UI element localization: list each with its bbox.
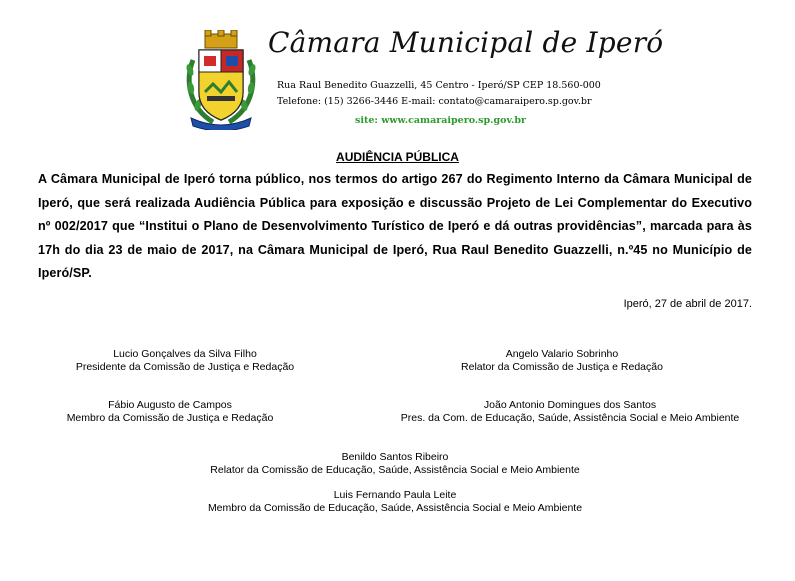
signatory-role: Pres. da Com. de Educação, Saúde, Assistência Social e Meio Ambiente	[400, 412, 740, 424]
signatory-role: Membro da Comissão de Educação, Saúde, Assistência Social e Meio Ambiente	[207, 502, 583, 514]
signature-block	[412, 348, 712, 374]
signatory-name: Luis Fernando Paula Leite	[333, 489, 457, 501]
address-line: Rua Raul Benedito Guazzelli, 45 Centro - Iperó/SP CEP 18.560-000	[277, 80, 601, 91]
page-title: Câmara Municipal de Iperó	[268, 26, 664, 59]
signatory-name: João Antonio Domingues dos Santos	[483, 399, 657, 411]
signature-block	[374, 399, 766, 425]
municipal-coat-of-arms-icon	[183, 30, 259, 130]
signature-block	[180, 489, 610, 515]
signatory-role: Presidente da Comissão de Justiça e Redação	[75, 361, 295, 373]
document-date: Iperó, 27 de abril de 2017.	[623, 298, 752, 310]
website-link[interactable]: site: www.camaraipero.sp.gov.br	[355, 115, 526, 126]
signatory-name: Benildo Santos Ribeiro	[341, 451, 449, 463]
signature-block	[180, 451, 610, 477]
notice-body: A Câmara Municipal de Iperó torna público, nos termos do artigo 267 do Regimento Interno da Câmara Municipal de Iperó, que será realizada Audiência Pública para exposição e discussão Projeto de Lei Complementar do Executivo nº 002/2017 que “Institui o Plano de Desenvolvimento Turístico de Iperó e dá outras providências”, marcada para às 17h do dia 23 de maio de 2017, na Câmara Municipal de Iperó, Rua Raul Benedito Guazzelli, n.º45 no Município de Iperó/SP.	[38, 172, 752, 280]
signatory-role: Relator da Comissão de Educação, Saúde, Assistência Social e Meio Ambiente	[210, 464, 580, 476]
contact-line: Telefone: (15) 3266-3446 E-mail: contato@camaraipero.sp.gov.br	[277, 96, 592, 107]
signatory-name: Angelo Valario Sobrinho	[505, 348, 619, 360]
signatory-role: Membro da Comissão de Justiça e Redação	[66, 412, 274, 424]
signature-block	[40, 348, 330, 374]
letterhead	[0, 0, 795, 140]
document-heading: AUDIÊNCIA PÚBLICA	[336, 150, 459, 164]
signatory-name: Lucio Gonçalves da Silva Filho	[113, 348, 257, 360]
signatory-name: Fábio Augusto de Campos	[108, 399, 232, 411]
signature-block	[25, 399, 315, 425]
signatory-role: Relator da Comissão de Justiça e Redação	[461, 361, 663, 373]
